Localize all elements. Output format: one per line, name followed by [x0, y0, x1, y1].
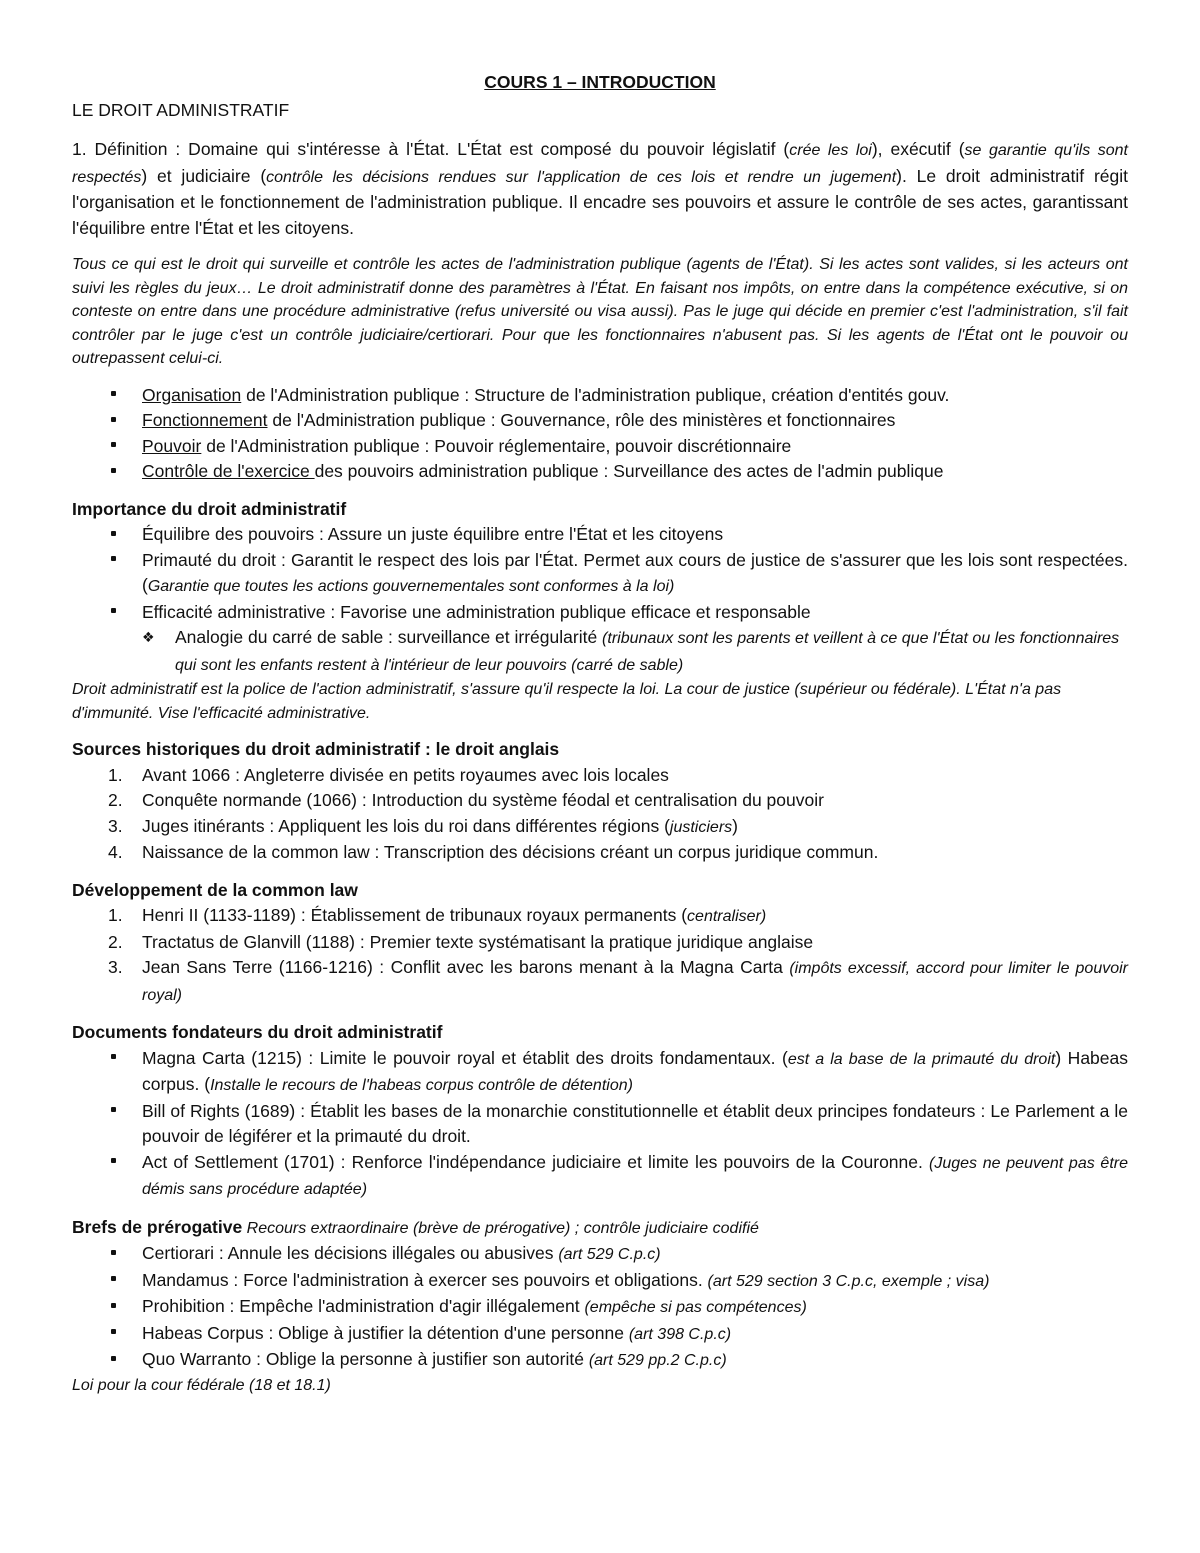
- list-item: [72, 1294, 1128, 1321]
- document-italic: Installe le recours de l'habeas corpus contrôle de détention): [210, 1077, 633, 1094]
- bullet-icon: [108, 1294, 118, 1320]
- bref-text: Mandamus : Force l'administration à exercer ses pouvoirs et obligations.: [142, 1269, 708, 1290]
- bullet-icon: [108, 1268, 118, 1294]
- list-text: Avant 1066 : Angleterre divisée en petits royaumes avec lois locales: [142, 764, 669, 785]
- bref-text: Prohibition : Empêche l'administration d'agir illégalement: [142, 1296, 585, 1316]
- definition-italic-2: se garantie qu'ils sont respectés: [72, 142, 1128, 186]
- section-heading-sources: Sources historiques du droit administratif : le droit anglais: [72, 739, 560, 759]
- list-number: 3.: [108, 957, 123, 977]
- aspect-text: de l'Administration publique : Structure de l'administration publique, création d'entités gouv.: [241, 384, 950, 405]
- brefs-list: [72, 1241, 1128, 1374]
- section-heading-brefs: [72, 1215, 1128, 1242]
- documents-list: [72, 1046, 1128, 1203]
- brefs-heading-note: Recours extraordinaire (brève de prérogative) ; contrôle judiciaire codifié: [242, 1219, 759, 1237]
- definition-text-3: ) et judiciaire (: [141, 165, 267, 186]
- list-item: [72, 383, 1128, 409]
- section-heading-documents: Documents fondateurs du droit administratif: [72, 1022, 443, 1042]
- bref-text: Habeas Corpus : Oblige à justifier la détention d'une personne: [142, 1322, 629, 1343]
- list-italic: centraliser): [687, 908, 767, 925]
- page-subtitle: LE DROIT ADMINISTRATIF: [72, 99, 290, 120]
- definition-italic-1: crée les loi: [789, 142, 872, 159]
- list-item: [72, 625, 1128, 678]
- aspect-term: Contrôle de l'exercice: [142, 461, 315, 481]
- bref-italic: (art 529 pp.2 C.p.c): [588, 1352, 727, 1369]
- importance-item-text: Équilibre des pouvoirs : Assure un juste équilibre entre l'État et les citoyens: [142, 524, 724, 544]
- list-item: [72, 1321, 1128, 1348]
- list-item: [72, 434, 1128, 460]
- bullet-icon: [108, 408, 118, 434]
- document-text: Magna Carta (1215) : Limite le pouvoir royal et établit des droits fondamentaux. (: [142, 1047, 788, 1068]
- sources-list: [72, 763, 1128, 866]
- aspect-term: Fonctionnement: [142, 410, 268, 430]
- importance-item-text: Primauté du droit : Garantit le respect des lois par l'État. Permet aux cours de justice de s'assurer que les lois sont respectées. (: [142, 549, 1128, 595]
- importance-list: [72, 522, 1128, 625]
- list-text: Naissance de la common law : Transcription des décisions créant un corpus juridique commun.: [142, 842, 879, 862]
- list-number: 4.: [108, 842, 123, 862]
- list-italic: (impôts excessif, accord pour limiter le pouvoir royal): [142, 960, 1128, 1004]
- definition-paragraph: [72, 137, 1128, 241]
- list-item: [72, 600, 1128, 626]
- bref-italic: (art 398 C.p.c): [628, 1325, 732, 1343]
- list-item: [72, 408, 1128, 434]
- list-item: [72, 1347, 1128, 1374]
- list-item: [72, 814, 1128, 841]
- list-item: [72, 522, 1128, 548]
- bullet-icon: [108, 1099, 118, 1125]
- aspect-term: Pouvoir: [142, 435, 202, 456]
- list-item: [72, 955, 1128, 1008]
- bref-italic: (art 529 C.p.c): [558, 1246, 661, 1263]
- bullet-icon: [108, 1321, 118, 1347]
- bref-italic: (art 529 section 3 C.p.c, exemple ; visa): [707, 1272, 990, 1290]
- list-item: [72, 903, 1128, 930]
- list-item: [72, 1268, 1128, 1295]
- list-text-end: ): [732, 815, 738, 836]
- common-law-list: [72, 903, 1128, 1008]
- importance-note: Droit administratif est la police de l'action administratif, s'assure qu'il respecte la loi. La cour de justice (supérieur ou fédérale). L'État n'a pas d'immunité. Vise l'efficacité administrative.: [72, 681, 1062, 722]
- brefs-heading-text: Brefs de prérogative: [72, 1216, 243, 1237]
- document-italic: est a la base de la primauté du droit: [787, 1050, 1056, 1068]
- list-text: Tractatus de Glanvill (1188) : Premier texte systématisant la pratique juridique anglaise: [142, 931, 814, 952]
- aspect-text: de l'Administration publique : Pouvoir réglementaire, pouvoir discrétionnaire: [201, 435, 792, 456]
- bullet-icon: [108, 1150, 118, 1176]
- list-item: [72, 1241, 1128, 1268]
- definition-note: Tous ce qui est le droit qui surveille et contrôle les actes de l'administration publique (agents de l'État). Si les actes sont valides, si les acteurs ont suivi les règles du jeux… Le droit administratif donne des paramètres à l'État. En faisant nos impôts, on entre dans la compétence exécutive, si on conteste on entre dans une procédure administrative (refus université ou visa aussi). Pas le juge qui décide en premier c'est l'administration, s'il fait contrôler par le juge c'est un contrôle judiciaire/certiorari. Pour que les fonctionnaires n'abusent pas. Si les agents de l'État ont le pouvoir ou outrepassent celui-ci.: [72, 256, 1128, 367]
- definition-text-4: ). Le droit administratif régit l'organisation et le fonctionnement de l'administration publique. Il encadre ses pouvoirs et assure le contrôle de ses actes, garantissant l'équilibre entre l'État et les citoyens.: [72, 165, 1128, 238]
- aspect-text: de l'Administration publique : Gouvernance, rôle des ministères et fonctionnaires: [267, 410, 896, 430]
- bullet-icon: [108, 459, 118, 485]
- aspect-text: des pouvoirs administration publique : Surveillance des actes de l'admin publique: [314, 461, 944, 481]
- bullet-icon: [108, 1347, 118, 1373]
- importance-sublist: [72, 625, 1128, 678]
- list-number: 1.: [108, 764, 123, 785]
- bullet-icon: [108, 383, 118, 409]
- bullet-icon: [108, 434, 118, 460]
- aspects-list: [72, 383, 1128, 485]
- list-item: [72, 459, 1128, 485]
- list-number: 2.: [108, 931, 123, 952]
- list-text: Henri II (1133-1189) : Établissement de tribunaux royaux permanents (: [142, 905, 688, 925]
- importance-item-text: Efficacité administrative : Favorise une administration publique efficace et responsable: [142, 601, 811, 622]
- bullet-icon: [108, 548, 118, 574]
- document-text: ) Habeas corpus. (: [142, 1047, 1128, 1094]
- bref-italic: (empêche si pas compétences): [584, 1299, 807, 1316]
- list-text: Jean Sans Terre (1166-1216) : Conflit avec les barons menant à la Magna Carta: [142, 957, 790, 977]
- list-text: Juges itinérants : Appliquent les lois du roi dans différentes régions (: [142, 815, 670, 836]
- bullet-icon: [108, 1241, 118, 1267]
- section-heading-common-law: Développement de la common law: [72, 879, 358, 900]
- list-text: Conquête normande (1066) : Introduction du système féodal et centralisation du pouvoir: [142, 790, 824, 810]
- list-item: [72, 840, 1128, 866]
- brefs-footer-note: Loi pour la cour fédérale (18 et 18.1): [72, 1376, 331, 1394]
- list-item: [72, 763, 1128, 789]
- page-title: COURS 1 – INTRODUCTION: [484, 72, 716, 92]
- document-italic: (Juges ne peuvent pas être démis sans procédure adaptée): [142, 1154, 1129, 1198]
- bref-text: Quo Warranto : Oblige la personne à justifier son autorité: [142, 1349, 589, 1369]
- analogy-italic: (tribunaux sont les parents et veillent à ce que l'État ou les fonctionnaires qui sont les enfants restent à l'intérieur de leur pouvoirs (carré de sable): [175, 630, 1120, 674]
- list-item: [72, 548, 1128, 600]
- definition-text-2: ), exécutif (: [871, 139, 965, 159]
- list-item: [72, 930, 1128, 956]
- bref-text: Certiorari : Annule les décisions illégales ou abusives: [142, 1243, 559, 1263]
- aspect-term: Organisation: [142, 384, 242, 405]
- section-heading-importance: Importance du droit administratif: [72, 498, 347, 519]
- list-item: [72, 1046, 1128, 1099]
- definition-italic-3: contrôle les décisions rendues sur l'application de ces lois et rendre un jugement: [266, 168, 897, 186]
- list-item: [72, 1150, 1128, 1203]
- bullet-icon: [108, 1046, 118, 1072]
- list-item: [72, 788, 1128, 814]
- diamond-bullet-icon: ❖: [142, 629, 155, 645]
- importance-item-italic: Garantie que toutes les actions gouvernementales sont conformes à la loi): [147, 578, 675, 595]
- list-italic: justiciers: [669, 818, 733, 836]
- analogy-text: Analogie du carré de sable : surveillance et irrégularité: [175, 627, 603, 647]
- definition-text-1: 1. Définition : Domaine qui s'intéresse à l'État. L'État est composé du pouvoir législatif (: [72, 139, 790, 159]
- document-text: Act of Settlement (1701) : Renforce l'indépendance judiciaire et limite les pouvoirs de la Couronne.: [142, 1151, 930, 1172]
- bullet-icon: [108, 522, 118, 548]
- bullet-icon: [108, 600, 118, 626]
- list-number: 3.: [108, 815, 123, 836]
- document-text: Bill of Rights (1689) : Établit les bases de la monarchie constitutionnelle et établit deux principes fondateurs : Le Parlement a le pouvoir de légiférer et la primauté du droit.: [142, 1100, 1128, 1146]
- list-number: 1.: [108, 905, 123, 925]
- list-item: [72, 1099, 1128, 1150]
- list-number: 2.: [108, 790, 123, 810]
